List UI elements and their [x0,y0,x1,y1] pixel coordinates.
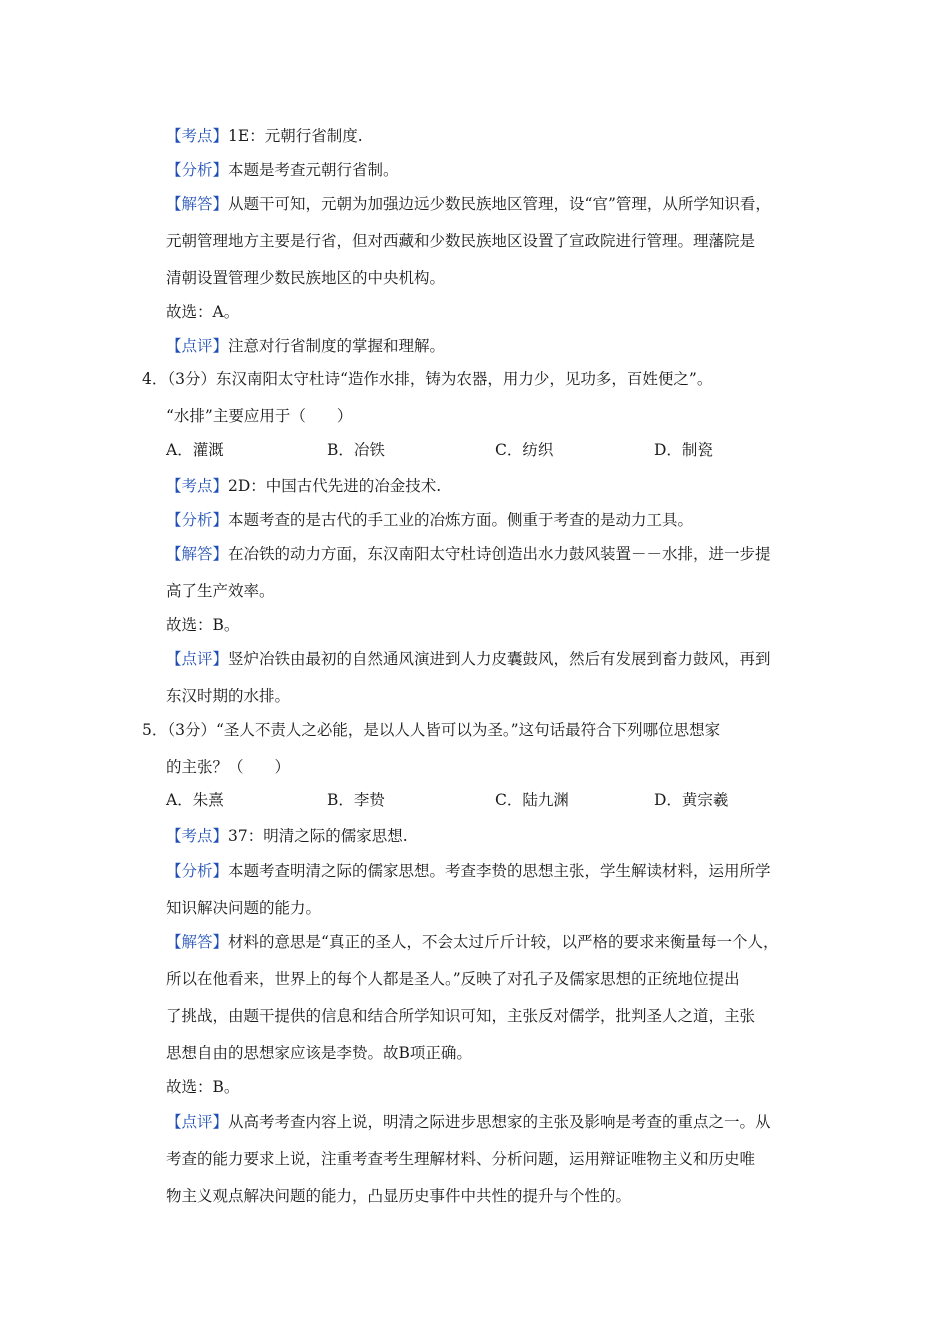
q5-jieda-line: 了挑战，由题干提供的信息和结合所学知识可知，主张反对儒学，批判圣人之道，主张 [166,1007,756,1025]
q4-option-d: D．制瓷 [654,441,713,459]
q5-jieda-line: 思想自由的思想家应该是李贽。故B项正确。 [166,1044,472,1062]
tag-dianping: 【点评】 [166,337,229,355]
q5-dianping-line: 物主义观点解决问题的能力，凸显历史事件中共性的提升与个性的。 [166,1187,632,1205]
q5-option-a: A．朱熹 [166,791,224,809]
tag-jieda: 【解答】 [166,195,229,213]
q5-stem: 5．（3分）“圣人不责人之必能，是以人人皆可以为圣。”这句话最符合下列哪位思想家 [142,721,721,739]
q3-jieda-line: 元朝管理地方主要是行省，但对西藏和少数民族地区设置了宣政院进行管理。理藩院是 [166,232,756,250]
q5-jieda: 【解答】材料的意思是“真正的圣人，不会太过斤斤计较，以严格的要求来衡量每一个人， [166,933,779,951]
q5-option-b: B．李贽 [327,791,385,809]
tag-kaodian: 【考点】 [166,477,229,495]
q4-option-a: A．灌溉 [166,441,224,459]
q4-option-b: B．冶铁 [327,441,385,459]
q5-stem-line: 的主张？（ ） [166,758,291,776]
tag-jieda: 【解答】 [166,545,229,563]
q4-dianping: 【点评】竖炉冶铁由最初的自然通风演进到人力皮囊鼓风，然后有发展到畜力鼓风，再到 [166,650,771,668]
q5-option-c: C．陆九渊 [495,791,569,809]
q5-answer: 故选：B。 [166,1078,240,1096]
q3-fenxi: 【分析】本题是考查元朝行省制。 [166,161,399,179]
q4-answer: 故选：B。 [166,616,240,634]
q3-jieda-line: 清朝设置管理少数民族地区的中央机构。 [166,269,446,287]
tag-jieda: 【解答】 [166,933,229,951]
q4-fenxi: 【分析】本题考查的是古代的手工业的冶炼方面。侧重于考查的是动力工具。 [166,511,694,529]
q5-jieda-line: 所以在他看来，世界上的每个人都是圣人。”反映了对孔子及儒家思想的正统地位提出 [166,970,740,988]
tag-fenxi: 【分析】 [166,511,229,529]
q3-jieda: 【解答】从题干可知，元朝为加强边远少数民族地区管理，设“官”管理，从所学知识看， [166,195,771,213]
q3-dianping: 【点评】注意对行省制度的掌握和理解。 [166,337,446,355]
tag-dianping: 【点评】 [166,650,229,668]
q4-stem-line: “水排”主要应用于（ ） [166,407,353,425]
q5-dianping-line: 考查的能力要求上说，注重考查考生理解材料、分析问题，运用辩证唯物主义和历史唯 [166,1150,756,1168]
q3-kaodian: 【考点】1E：元朝行省制度. [166,127,363,145]
tag-kaodian: 【考点】 [166,827,229,845]
q5-kaodian: 【考点】37：明清之际的儒家思想. [166,827,408,845]
q4-stem: 4．（3分）东汉南阳太守杜诗“造作水排，铸为农器，用力少，见功多，百姓便之”。 [142,370,713,388]
tag-kaodian: 【考点】 [166,127,229,145]
tag-fenxi: 【分析】 [166,161,229,179]
q5-fenxi-line: 知识解决问题的能力。 [166,899,322,917]
q4-jieda: 【解答】在冶铁的动力方面，东汉南阳太守杜诗创造出水力鼓风装置－－水排，进一步提 [166,545,771,563]
q5-dianping: 【点评】从高考考查内容上说，明清之际进步思想家的主张及影响是考查的重点之一。从 [166,1113,771,1131]
tag-dianping: 【点评】 [166,1113,229,1131]
q5-option-d: D．黄宗羲 [654,791,729,809]
q3-answer: 故选：A。 [166,303,240,321]
q4-option-c: C．纺织 [495,441,554,459]
q4-kaodian: 【考点】2D：中国古代先进的冶金技术. [166,477,442,495]
tag-fenxi: 【分析】 [166,862,229,880]
q4-jieda-line: 高了生产效率。 [166,582,275,600]
q4-dianping-line: 东汉时期的水排。 [166,687,291,705]
q5-fenxi: 【分析】本题考查明清之际的儒家思想。考查李贽的思想主张，学生解读材料，运用所学 [166,862,771,880]
